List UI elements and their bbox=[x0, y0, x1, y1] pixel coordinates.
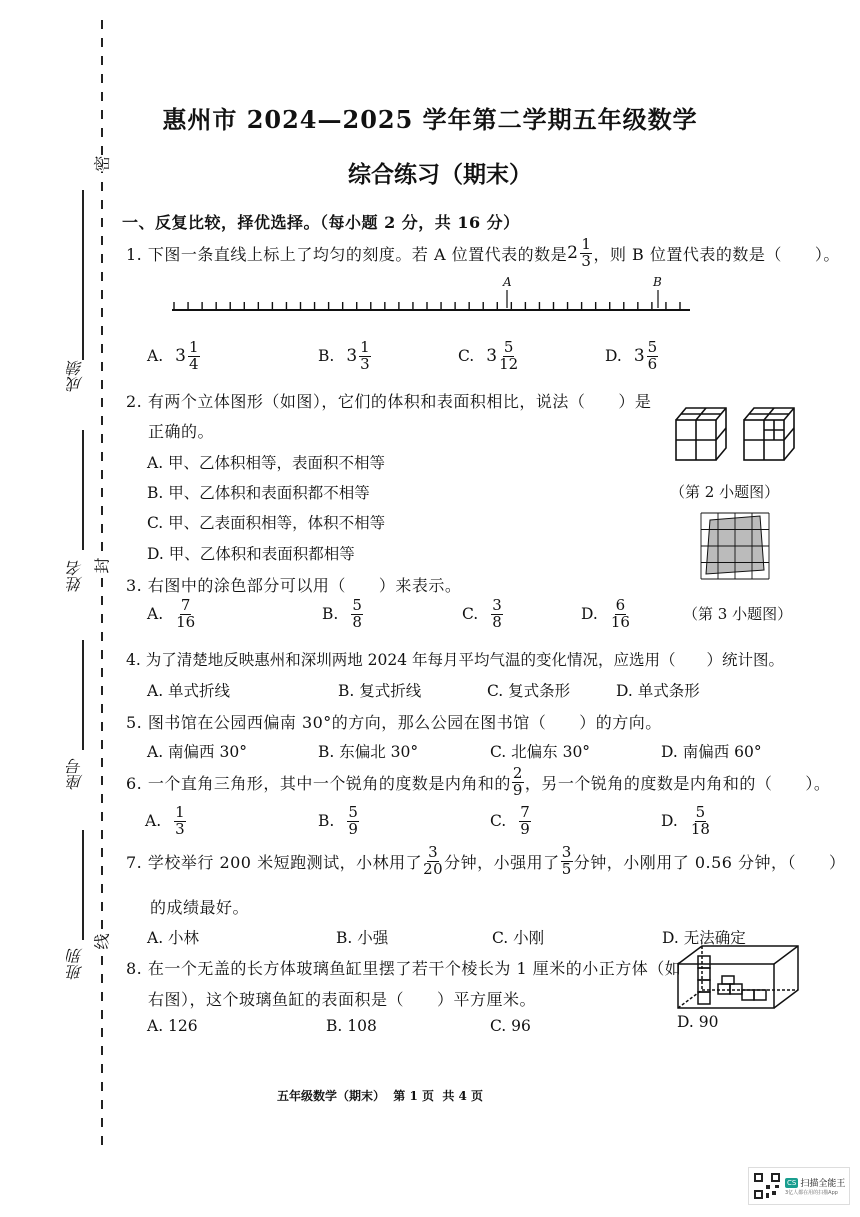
section-heading: 一、反复比较，择优选择。（每小题 2 分，共 16 分） bbox=[122, 213, 520, 232]
exam-title: 惠州市 2024—2025 学年第二学期五年级数学 bbox=[162, 105, 698, 134]
q1-option-a[interactable]: A. 3 $\frac{1}{4}$ bbox=[147, 338, 199, 373]
q5-option-b[interactable]: B. 东偏北 30° bbox=[318, 743, 419, 761]
q8-option-a[interactable]: A. 126 bbox=[147, 1017, 198, 1035]
name-field[interactable] bbox=[64, 430, 90, 620]
q8-stem-line1: 8. 在一个无盖的长方体玻璃鱼缸里摆了若干个棱长为 1 厘米的小正方体（如 bbox=[126, 959, 682, 978]
q1-number-line bbox=[168, 280, 698, 320]
q7-option-b[interactable]: B. 小强 bbox=[336, 929, 389, 947]
q6-option-a[interactable]: A. $\frac{1}{3}$ bbox=[145, 803, 185, 838]
q7-text-1: 7. 学校举行 200 米短跑测试，小林用了 bbox=[126, 852, 423, 872]
q2-figure-caption: （第 2 小题图） bbox=[670, 483, 780, 501]
q8-stem-line2: 右图），这个玻璃鱼缸的表面积是（ ）平方厘米。 bbox=[148, 990, 537, 1009]
page-footer: 五年级数学（期末） 第 1 页 共 4 页 bbox=[276, 1089, 484, 1103]
q6-text-before: 6. 一个直角三角形，其中一个锐角的度数是内角和的 bbox=[126, 773, 511, 793]
q7-fraction-1: $\frac{3}{20}$ bbox=[423, 843, 444, 878]
q7-text-2: 分钟，小强用了 bbox=[444, 852, 560, 872]
q5-option-a[interactable]: A. 南偏西 30° bbox=[147, 743, 247, 761]
q4-stem: 4. 为了清楚地反映惠州和深圳两地 2024 年每月平均气温的变化情况，应选用（ ）统计图。 bbox=[126, 651, 785, 669]
q1-text-after: ，则 B 位置代表的数是（ ）。 bbox=[593, 244, 840, 264]
cs-badge-icon: CS bbox=[787, 1178, 797, 1187]
q2-stem-line1: 2. 有两个立体图形（如图），它们的体积和表面积相比，说法（ ）是 bbox=[126, 392, 652, 411]
class-field[interactable] bbox=[64, 830, 90, 1010]
q1-num: 1 bbox=[581, 235, 592, 253]
class-label: 班别 bbox=[66, 948, 85, 980]
q3-option-a[interactable]: A. $\frac{7}{16}$ bbox=[147, 596, 196, 631]
score-line bbox=[82, 190, 84, 360]
q1-den: 3 bbox=[581, 251, 592, 270]
q6-stem bbox=[126, 766, 830, 799]
q2-option-a[interactable]: A. 甲、乙体积相等，表面积不相等 bbox=[147, 454, 386, 472]
binding-label-feng: 封 bbox=[90, 557, 113, 573]
q3-figure-grid bbox=[700, 512, 770, 580]
q1-mark-a: A bbox=[503, 275, 512, 289]
class-line bbox=[82, 830, 84, 940]
binding-dashed-line bbox=[95, 20, 109, 1150]
q4-option-c[interactable]: C. 复式条形 bbox=[487, 682, 571, 700]
q1-stem bbox=[126, 237, 840, 270]
q6-option-d[interactable]: D. $\frac{5}{18}$ bbox=[661, 803, 710, 838]
score-label: 成绩 bbox=[66, 360, 85, 392]
q6-fraction: $\frac{2}{9}$ bbox=[512, 764, 523, 799]
q5-option-d[interactable]: D. 南偏西 60° bbox=[661, 743, 762, 761]
seat-line bbox=[82, 640, 84, 750]
q2-figure-cubes bbox=[672, 402, 802, 464]
scanner-subtitle: 3亿人都在用的扫描App bbox=[785, 1190, 838, 1196]
q2-stem-line2: 正确的。 bbox=[148, 422, 215, 441]
q7-option-c[interactable]: C. 小刚 bbox=[492, 929, 545, 947]
q7-text-3: 分钟，小刚用了 0.56 分钟，（ ） bbox=[573, 852, 846, 872]
scanner-brand: 扫描全能王 bbox=[800, 1179, 846, 1189]
name-label: 姓名 bbox=[66, 560, 85, 592]
binding-label-mi: 密 bbox=[90, 155, 113, 171]
q1-option-b[interactable]: B. 3 $\frac{1}{3}$ bbox=[318, 338, 370, 373]
q2-option-d[interactable]: D. 甲、乙体积和表面积都相等 bbox=[147, 545, 355, 563]
q7-stem-line2: 的成绩最好。 bbox=[150, 898, 250, 917]
q8-option-d[interactable]: D. 90 bbox=[677, 1013, 719, 1031]
q6-text-after: ，另一个锐角的度数是内角和的（ ）。 bbox=[524, 773, 831, 793]
q5-stem: 5. 图书馆在公园西偏南 30°的方向，那么公园在图书馆（ ）的方向。 bbox=[126, 713, 662, 732]
q8-figure-fish-tank bbox=[676, 944, 802, 1010]
seat-label: 座号 bbox=[66, 758, 85, 790]
qr-code-icon bbox=[753, 1172, 781, 1200]
q2-option-b[interactable]: B. 甲、乙体积和表面积都不相等 bbox=[147, 484, 370, 502]
name-line bbox=[82, 430, 84, 550]
q3-figure-caption: （第 3 小题图） bbox=[683, 605, 793, 623]
score-field[interactable] bbox=[64, 190, 90, 420]
q4-option-b[interactable]: B. 复式折线 bbox=[338, 682, 422, 700]
q3-option-c[interactable]: C. $\frac{3}{8}$ bbox=[462, 596, 502, 631]
q1-option-c[interactable]: C. 3 $\frac{5}{12}$ bbox=[458, 338, 519, 373]
q3-option-b[interactable]: B. $\frac{5}{8}$ bbox=[322, 596, 362, 631]
q1-mark-b: B bbox=[653, 275, 662, 289]
q7-fraction-2: $\frac{3}{5}$ bbox=[561, 843, 572, 878]
binding-label-xian: 线 bbox=[90, 933, 113, 949]
q5-option-c[interactable]: C. 北偏东 30° bbox=[490, 743, 591, 761]
q7-stem-line1 bbox=[126, 845, 846, 878]
q1-whole: 2 bbox=[567, 243, 579, 264]
scanner-watermark bbox=[748, 1167, 850, 1205]
q4-option-d[interactable]: D. 单式条形 bbox=[616, 682, 700, 700]
q4-option-a[interactable]: A. 单式折线 bbox=[147, 682, 231, 700]
exam-subtitle: 综合练习（期末） bbox=[348, 161, 532, 188]
q3-stem: 3. 右图中的涂色部分可以用（ ）来表示。 bbox=[126, 576, 462, 595]
q7-option-a[interactable]: A. 小林 bbox=[147, 929, 200, 947]
q3-option-d[interactable]: D. $\frac{6}{16}$ bbox=[581, 596, 630, 631]
q6-option-c[interactable]: C. $\frac{7}{9}$ bbox=[490, 803, 530, 838]
q8-option-b[interactable]: B. 108 bbox=[326, 1017, 377, 1035]
q7-option-d[interactable]: D. 无法确定 bbox=[662, 929, 746, 947]
q1-option-d[interactable]: D. 3 $\frac{5}{6}$ bbox=[605, 338, 658, 373]
q2-option-c[interactable]: C. 甲、乙表面积相等，体积不相等 bbox=[147, 514, 386, 532]
q1-mixed-number bbox=[567, 237, 593, 270]
q8-option-c[interactable]: C. 96 bbox=[490, 1017, 531, 1035]
seat-field[interactable] bbox=[64, 640, 90, 820]
q1-text-before: 1. 下图一条直线上标上了均匀的刻度。若 A 位置代表的数是 bbox=[126, 244, 568, 264]
q6-option-b[interactable]: B. $\frac{5}{9}$ bbox=[318, 803, 358, 838]
